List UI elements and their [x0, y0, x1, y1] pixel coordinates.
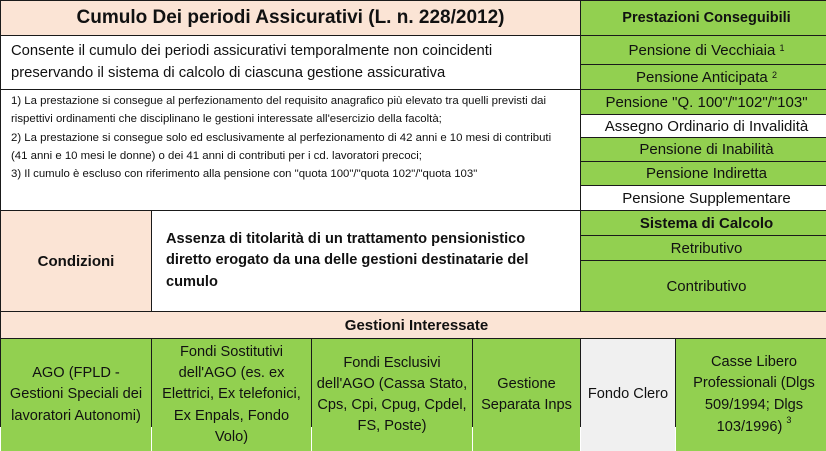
prestazione-label: Pensione di Vecchiaia: [628, 41, 776, 59]
gestione-item: [152, 339, 311, 451]
prestazione-label: Pensione Supplementare: [622, 189, 791, 207]
prestazione-item: [581, 138, 826, 161]
notes-block: [1, 90, 580, 210]
condizioni-text: Assenza di titolarità di un trattamento pensionistico diretto erogato da una delle gestioni destinatarie del cumulo: [152, 211, 580, 311]
calcolo-heading: Sistema di Calcolo: [581, 211, 826, 235]
condizioni-label: Condizioni: [1, 211, 151, 311]
prestazione-label: Pensione "Q. 100"/"102"/"103": [605, 93, 808, 111]
prestazione-item: [581, 36, 826, 64]
prestazione-item: [581, 90, 826, 114]
calcolo-item-retributivo: Retributivo: [581, 236, 826, 260]
prestazione-item: [581, 65, 826, 89]
gestione-item: [312, 339, 472, 451]
gestione-label: Gestione Separata Inps: [481, 375, 572, 413]
table-title: Cumulo Dei periodi Assicurativi (L. n. 228/2012): [1, 1, 580, 35]
gestioni-heading: Gestioni Interessate: [1, 312, 826, 338]
note-3: 3) Il cumulo è escluso con riferimento alla pensione con "quota 100"/"quota 102"/"quota 103": [11, 168, 478, 180]
gestione-label: AGO (FPLD - Gestioni Speciali dei lavoratori Autonomi): [9, 365, 143, 424]
calcolo-item-contributivo: Contributivo: [581, 261, 826, 311]
prestazione-label: Pensione di Inabilità: [639, 141, 774, 158]
gestione-label: Fondo Clero: [587, 386, 669, 403]
prestazione-label: Pensione Anticipata: [636, 68, 768, 86]
note-1: 1) La prestazione si consegue al perfezionamento del requisito anagrafico più elevato tra quelli previsti dai rispettivi ordinamenti che disciplinano le gestioni interessate all'esercizio della facoltà;: [11, 95, 547, 126]
prestazione-item: [581, 186, 826, 210]
prestazione-label: Pensione Indiretta: [646, 165, 767, 182]
gestione-item: [676, 339, 826, 451]
gestione-label: Fondi Sostitutivi dell'AGO (es. ex Elettrici, Ex telefonici, Ex Enpals, Fondo Volo): [162, 344, 301, 445]
prestazione-footnote: 2: [771, 70, 777, 80]
prestazione-item: [581, 162, 826, 185]
gestione-label: Casse Libero Professionali (Dlgs 509/1994; Dlgs 103/1996): [693, 354, 815, 435]
gestione-item: [1, 339, 151, 451]
prestazione-label: Assegno Ordinario di Invalidità: [604, 117, 809, 135]
prestazione-item: [581, 115, 826, 137]
prestazione-footnote: 1: [779, 43, 785, 53]
description: Consente il cumulo dei periodi assicurativi temporalmente non coincidenti preservando il sistema di calcolo di ciascuna gestione assicurativa: [1, 36, 580, 89]
gestione-label: Fondi Esclusivi dell'AGO (Cassa Stato, Cps, Cpi, Cpug, Cpdel, FS, Poste): [316, 354, 468, 435]
gestione-item: [581, 339, 675, 451]
gestione-item: [473, 339, 580, 451]
note-2: 2) La prestazione si consegue solo ed esclusivamente al perfezionamento di 42 anni e 10 mesi di contributi (41 anni e 10 mesi le donne) o dei 41 anni di contributi per i cd. lavoratori precoci;: [11, 131, 552, 162]
gestione-footnote: 3: [786, 414, 792, 425]
prestazioni-heading: Prestazioni Conseguibili: [581, 1, 826, 35]
